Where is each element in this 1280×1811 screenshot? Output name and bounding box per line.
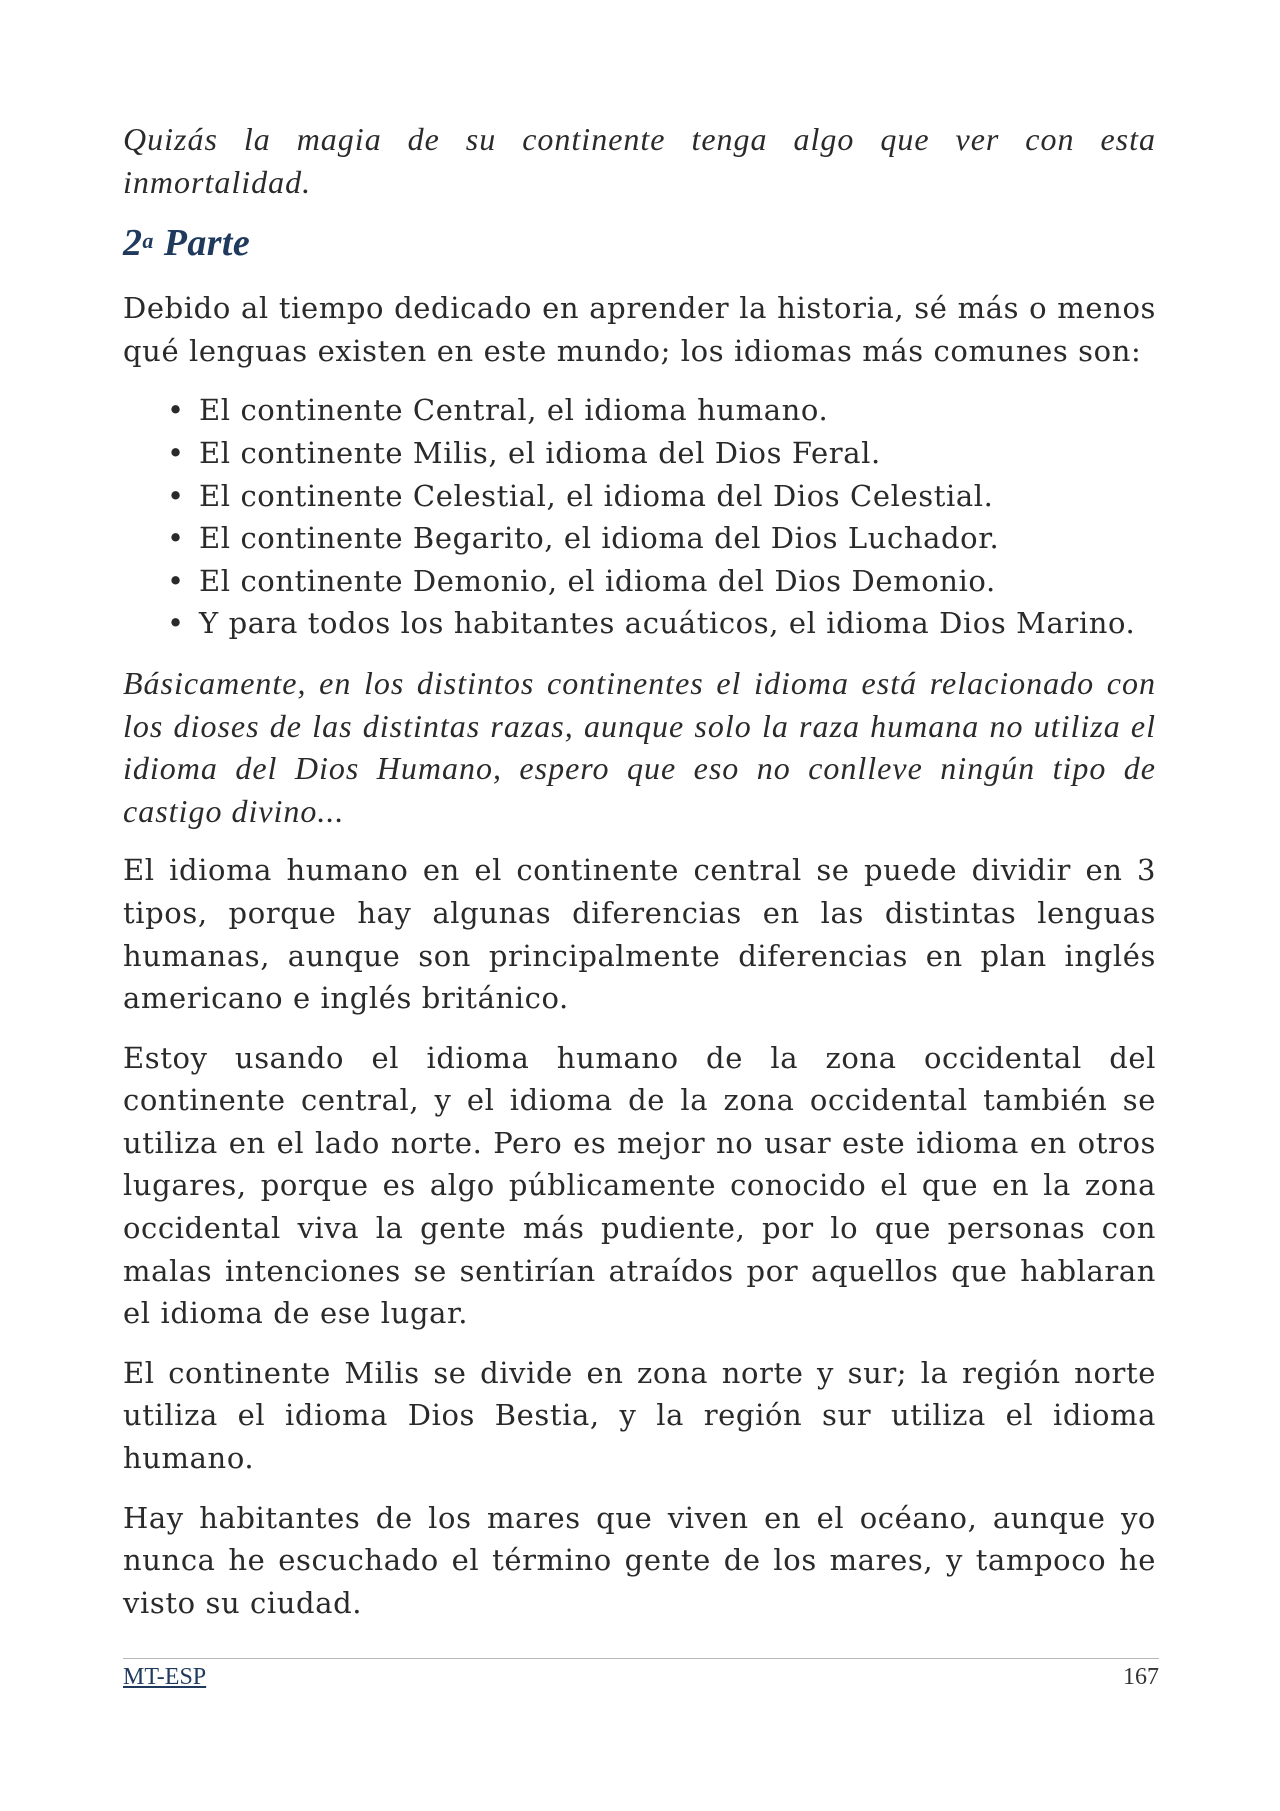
- paragraph-sea-inhabitants: Hay habitantes de los mares que viven en el océano, aunque yo nunca he escuchado el término gente de los mares, y tampoco he visto su ciudad.: [123, 1500, 1156, 1620]
- page-footer: [123, 1658, 1159, 1690]
- page-number: 167: [1123, 1664, 1159, 1690]
- list-item-text: Y para todos los habitantes acuáticos, el idioma Dios Marino.: [199, 606, 1136, 641]
- bullet-icon: •: [167, 435, 185, 470]
- bullet-icon: •: [167, 563, 185, 598]
- intro-italic-paragraph: Quizás la magia de su continente tenga algo que ver con esta inmortalidad.: [123, 121, 1156, 200]
- list-item-text: El continente Central, el idioma humano.: [199, 393, 829, 428]
- bullet-icon: •: [167, 478, 185, 513]
- list-item: [167, 602, 1156, 645]
- languages-list: [123, 389, 1156, 645]
- bullet-icon: •: [167, 393, 185, 428]
- paragraph-human-language: El idioma humano en el continente central se puede dividir en 3 tipos, porque hay algunas diferencias en las distintas lenguas humanas, aunque son principalmente diferencias en plan inglés americano e inglés británico.: [123, 853, 1156, 1016]
- list-item-text: El continente Demonio, el idioma del Dios Demonio.: [199, 563, 996, 598]
- paragraph-languages-intro: Debido al tiempo dedicado en aprender la historia, sé más o menos qué lenguas existen en este mundo; los idiomas más comunes son:: [123, 291, 1156, 368]
- paragraph-milis: El continente Milis se divide en zona norte y sur; la región norte utiliza el idioma Dios Bestia, y la región sur utiliza el idioma humano.: [123, 1355, 1156, 1476]
- heading-superscript: a: [142, 228, 154, 254]
- list-item: [167, 389, 1156, 432]
- paragraph-western-zone: Estoy usando el idioma humano de la zona occidental del continente central, y el idioma de la zona occidental también se utiliza en el lado norte. Pero es mejor no usar este idioma en otros lugares, porque es algo públicamente conocido el que en la zona occidental viva la gente más pudiente, por lo que personas con malas intenciones se sentirían atraídos por aquellos que hablaran el idioma de ese lugar.: [123, 1040, 1156, 1331]
- heading-text: Parte: [153, 222, 251, 265]
- italic-paragraph-gods: Básicamente, en los distintos continentes el idioma está relacionado con los dioses de las distintas razas, aunque solo la raza humana no utiliza el idioma del Dios Humano, espero que eso no conlleve ningún tipo de castigo divino...: [123, 664, 1156, 829]
- list-item-text: El continente Milis, el idioma del Dios Feral.: [199, 435, 881, 470]
- section-heading: [123, 221, 1156, 265]
- heading-number: 2: [123, 222, 143, 265]
- bullet-icon: •: [167, 606, 185, 641]
- page-content: [123, 118, 1156, 1641]
- list-item: [167, 517, 1156, 560]
- list-item: [167, 475, 1156, 518]
- bullet-icon: •: [167, 521, 185, 556]
- footer-link[interactable]: MT-ESP: [123, 1664, 207, 1690]
- list-item: [167, 432, 1156, 475]
- list-item: [167, 560, 1156, 603]
- list-item-text: El continente Celestial, el idioma del Dios Celestial.: [199, 478, 994, 513]
- list-item-text: El continente Begarito, el idioma del Dios Luchador.: [199, 521, 1000, 556]
